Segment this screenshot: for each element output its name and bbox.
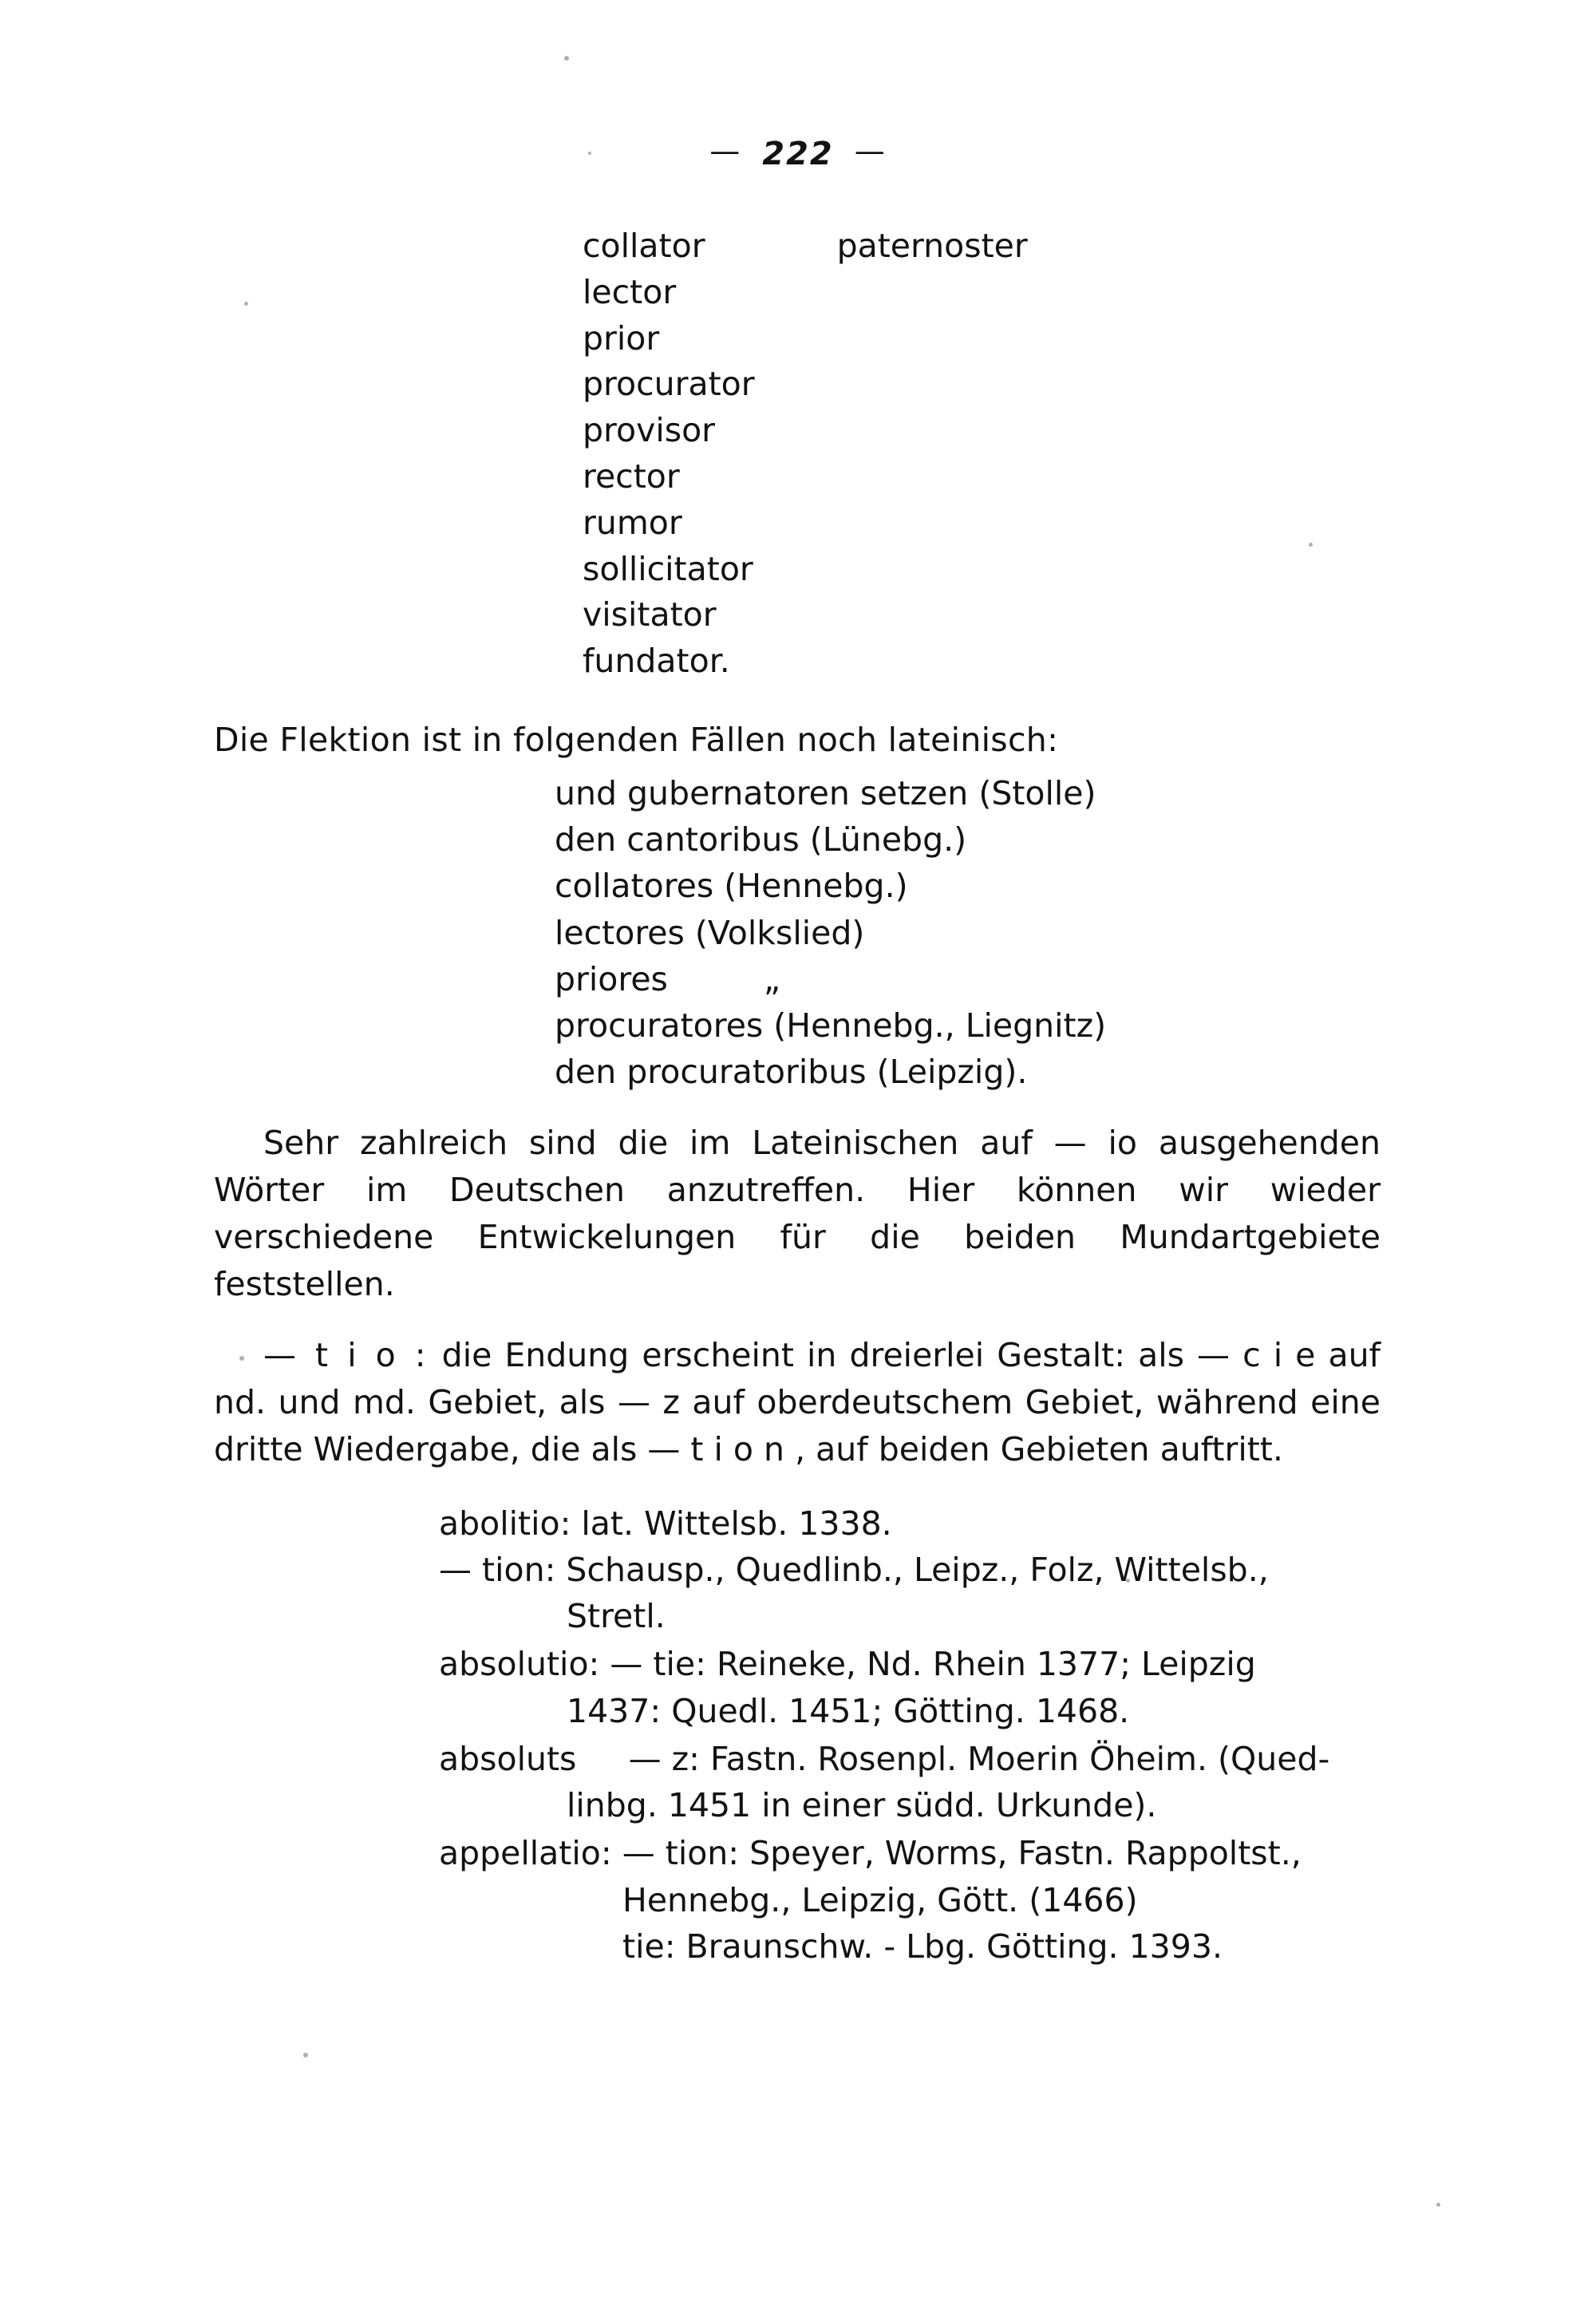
entry-line: — tion: Schausp., Quedlinb., Leipz., Folz, Wittelsb., [439, 1550, 1269, 1589]
flexion-text: und gubernatoren setzen (Stolle) [555, 774, 1096, 812]
entry-absolutio [263, 1641, 1381, 1733]
list-item: rector [583, 456, 680, 496]
scan-speck [1436, 2203, 1440, 2207]
paragraph-io-block [214, 1120, 1381, 1308]
entry-list [263, 1500, 1381, 1970]
entry-absoluts [263, 1736, 1381, 1828]
entry-line: absolutio: — tie: Reineke, Nd. Rhein 1377; Leipzig [439, 1645, 1256, 1684]
entry-line: 1437: Quedl. 1451; Götting. 1468. [567, 1691, 1130, 1730]
entry-line: appellatio: — tion: Speyer, Worms, Fastn. Rappoltst., [439, 1834, 1302, 1873]
scan-speck [303, 2053, 308, 2057]
list-item [263, 770, 1381, 816]
list-item: provisor [583, 411, 716, 450]
flexion-text: collatores (Hennebg.) [555, 867, 908, 906]
list-item [263, 956, 1381, 1002]
flexion-intro: Die Flektion ist in folgenden Fällen noch lateinisch: [214, 720, 1059, 759]
flexion-text: den procuratoribus (Leipzig). [555, 1053, 1028, 1092]
list-item: prior [583, 318, 660, 358]
entry-abolitio [263, 1500, 1381, 1640]
list-item: lector [583, 272, 677, 311]
flexion-text: den cantoribus (Lünebg.) [555, 820, 967, 860]
list-item [263, 1049, 1381, 1095]
flexion-list [263, 770, 1381, 1096]
entry-line: Stretl. [567, 1597, 666, 1636]
scan-speck [244, 302, 248, 306]
page-header [0, 133, 1596, 172]
paragraph-tio-lead: — t i o : [263, 1335, 429, 1374]
list-item: procurator [583, 365, 755, 404]
ditto-marks: „ [763, 959, 782, 998]
paragraph-tio-rest: die Endung erscheint in dreierlei Gestalt: als — c i e auf nd. und md. Gebiet, als — z auf oberdeutschem Gebiet, während eine dritte Wiedergabe, die als — t i o n , auf beiden Gebieten auftritt. [214, 1335, 1381, 1468]
entry-line: linbg. 1451 in einer südd. Urkunde). [567, 1786, 1157, 1825]
list-item [263, 863, 1381, 909]
header-dash-right: — [854, 133, 887, 168]
latin-word-list [263, 223, 1381, 685]
page-body [214, 223, 1381, 1971]
flexion-text: priores [555, 959, 668, 998]
list-item [263, 910, 1381, 956]
paternoster-word: paternoster [836, 227, 1028, 265]
list-item [263, 1002, 1381, 1049]
list-item: visitator [583, 595, 717, 634]
entry-line: tie: Braunschw. - Lbg. Götting. 1393. [622, 1927, 1223, 1966]
paragraph-io: Sehr zahlreich sind die im Lateinischen auf — io ausgehenden Wörter im Deutschen anzutreffen. Hier können wir wieder verschiedene Entwickelungen für die beiden Mundartgebiete feststellen. [214, 1123, 1381, 1303]
list-item [263, 223, 1381, 270]
header-dash-left: — [709, 133, 742, 168]
list-item: fundator. [583, 642, 730, 681]
entry-appellatio [263, 1830, 1381, 1970]
entry-line: absoluts — z: Fastn. Rosenpl. Moerin Öheim. (Qued- [439, 1739, 1330, 1778]
entry-line: abolitio: lat. Wittelsb. 1338. [439, 1504, 892, 1543]
list-item [263, 816, 1381, 863]
page-number: 222 [762, 136, 834, 172]
list-item: sollicitator [583, 549, 753, 588]
scan-speck [564, 56, 569, 61]
entry-line: Hennebg., Leipzig, Gött. (1466) [622, 1880, 1138, 1919]
flexion-text: procuratores (Hennebg., Liegnitz) [555, 1006, 1107, 1045]
list-item: rumor [583, 503, 682, 542]
word: collator [583, 227, 705, 265]
paragraph-tio-block [214, 1332, 1381, 1473]
paragraph-tio [214, 1332, 1381, 1473]
flexion-text: lectores (Volkslied) [555, 913, 865, 952]
